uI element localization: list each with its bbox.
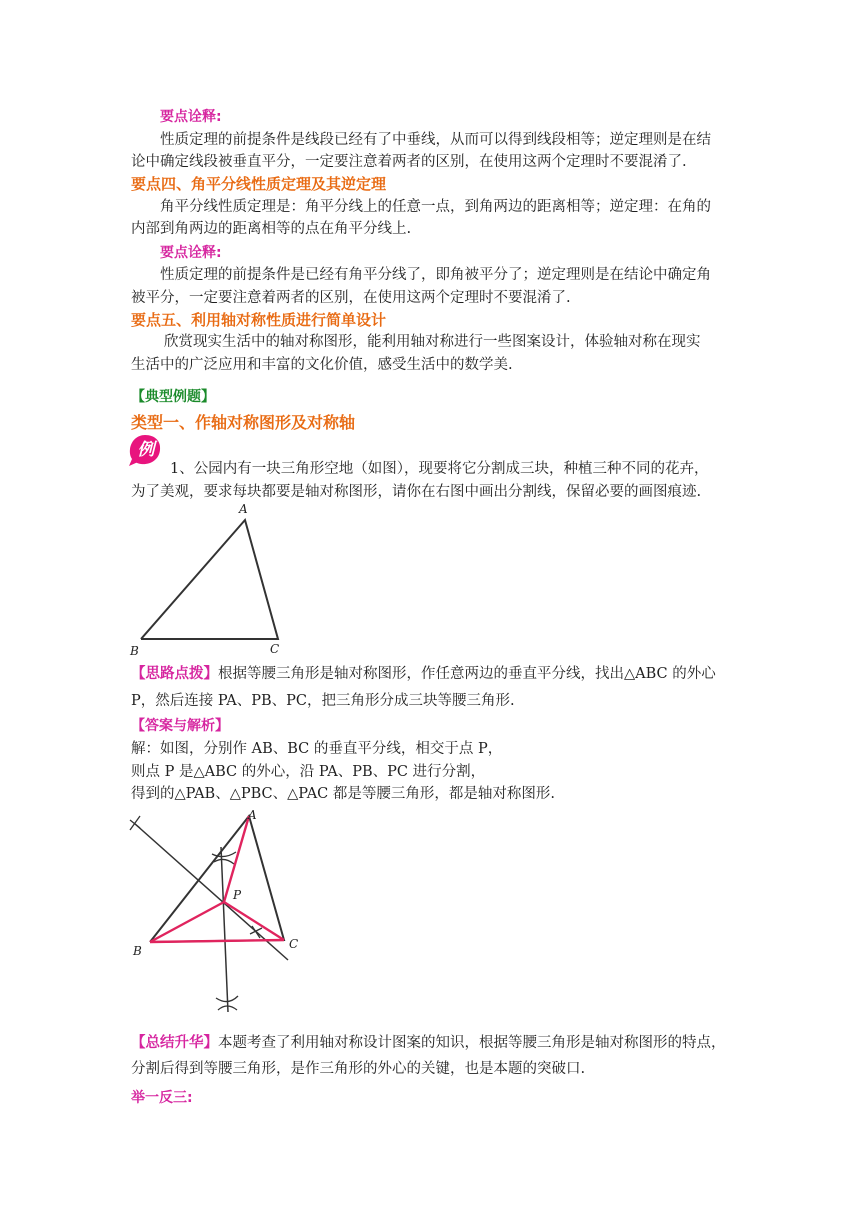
examples-heading: 【典型例题】 bbox=[131, 389, 215, 405]
paragraph-line: 性质定理的前提条件是已经有角平分线了，即角被平分了；逆定理则是在结论中确定角 bbox=[160, 267, 711, 283]
summary-line bbox=[131, 1033, 726, 1053]
summary-line: 分割后得到等腰三角形，是作三角形的外心的关键，也是本题的突破口. bbox=[131, 1061, 586, 1077]
example-badge-text: 例 bbox=[137, 440, 155, 460]
paragraph-line: 欣赏现实生活中的轴对称图形，能利用轴对称进行一些图案设计，体验轴对称在现实 bbox=[164, 334, 701, 350]
vertex-label-b: B bbox=[133, 944, 142, 958]
key-note-label: 要点诠释: bbox=[160, 109, 222, 125]
question-line: 为了美观，要求每块都要是轴对称图形，请你在右图中画出分割线，保留必要的画图痕迹. bbox=[131, 484, 702, 500]
answer-line: 解：如图，分别作 AB、BC 的垂直平分线，相交于点 P， bbox=[131, 741, 503, 757]
answer-line: 得到的△PAB、△PBC、△PAC 都是等腰三角形，都是轴对称图形. bbox=[131, 786, 555, 802]
question-line: 1、公园内有一块三角形空地（如图），现要将它分割成三块，种植三种不同的花卉， bbox=[170, 461, 709, 477]
paragraph-line: 角平分线性质定理是：角平分线上的任意一点，到角两边的距离相等；逆定理：在角的 bbox=[160, 199, 711, 215]
paragraph-line: 性质定理的前提条件是线段已经有了中垂线，从而可以得到线段相等；逆定理则是在结 bbox=[160, 132, 711, 148]
hint-tag: 【思路点拨】 bbox=[131, 665, 218, 682]
example-badge-icon bbox=[128, 433, 162, 467]
construction-figure bbox=[128, 802, 308, 1022]
paragraph-line: 被平分，一定要注意着两者的区别，在使用这两个定理时不要混淆了. bbox=[131, 290, 571, 306]
paragraph-line: 生活中的广泛应用和丰富的文化价值，感受生活中的数学美. bbox=[131, 357, 513, 373]
paragraph-line: 论中确定线段被垂直平分，一定要注意着两者的区别，在使用这两个定理时不要混淆了. bbox=[131, 154, 687, 170]
vertex-label-a: A bbox=[239, 502, 248, 516]
practice-heading: 举一反三: bbox=[131, 1090, 193, 1106]
summary-tag: 【总结升华】 bbox=[131, 1034, 218, 1051]
section-heading-point4: 要点四、角平分线性质定理及其逆定理 bbox=[131, 175, 387, 193]
key-note-label: 要点诠释: bbox=[160, 245, 222, 261]
hint-line bbox=[131, 664, 716, 684]
hint-text: 根据等腰三角形是轴对称图形，作任意两边的垂直平分线，找出△ABC 的外心 bbox=[218, 666, 716, 682]
vertex-label-a: A bbox=[248, 808, 257, 822]
answer-line: 则点 P 是△ABC 的外心，沿 PA、PB、PC 进行分割， bbox=[131, 764, 486, 780]
paragraph-line: 内部到角两边的距离相等的点在角平分线上. bbox=[131, 221, 412, 237]
point-label-p: P bbox=[233, 888, 242, 902]
answer-tag: 【答案与解析】 bbox=[131, 718, 229, 734]
triangle-figure bbox=[128, 500, 288, 660]
hint-line: P，然后连接 PA、PB、PC，把三角形分成三块等腰三角形. bbox=[131, 693, 515, 709]
type1-heading: 类型一、作轴对称图形及对称轴 bbox=[131, 413, 356, 432]
summary-text: 本题考查了利用轴对称设计图案的知识，根据等腰三角形是轴对称图形的特点， bbox=[218, 1035, 726, 1051]
section-heading-point5: 要点五、利用轴对称性质进行简单设计 bbox=[131, 311, 387, 329]
vertex-label-c: C bbox=[289, 937, 299, 951]
vertex-label-b: B bbox=[130, 644, 139, 658]
vertex-label-c: C bbox=[270, 642, 280, 656]
